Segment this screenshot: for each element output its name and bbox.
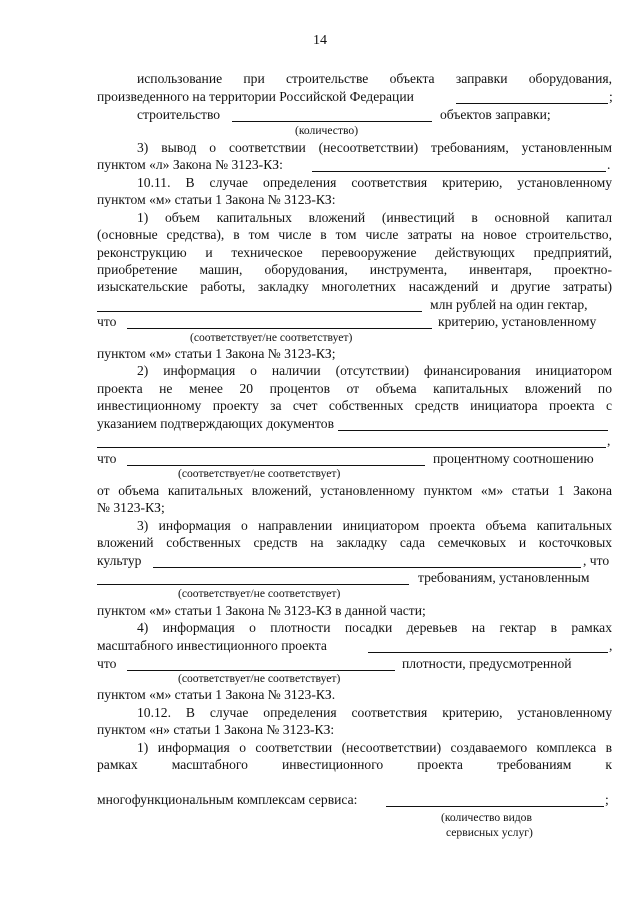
text-line: пунктом «м» статьи 1 Закона № 3123-КЗ в данной части; bbox=[97, 603, 426, 618]
page-number: 14 bbox=[313, 33, 327, 48]
text-line: проекта не менее 20 процентов от объема капитальных вложений по bbox=[97, 381, 612, 396]
text-line: 1) информация о соответствии (несоответствии) создаваемого комплекса в bbox=[137, 740, 612, 755]
text-line: критерию, установленному bbox=[438, 314, 597, 329]
blank-field bbox=[386, 806, 604, 807]
field-caption: (количество видов bbox=[441, 811, 532, 824]
blank-field bbox=[312, 171, 606, 172]
text-line: вложений собственных средств на закладку сада семечковых и косточковых bbox=[97, 535, 612, 550]
field-caption: (соответствует/не соответствует) bbox=[178, 467, 341, 480]
blank-field bbox=[456, 103, 608, 104]
blank-field bbox=[338, 430, 608, 431]
blank-field bbox=[127, 465, 425, 466]
text-line: , bbox=[607, 433, 611, 448]
text-line: 3) информация о направлении инициатором проекта объема капитальных bbox=[137, 518, 612, 533]
text-line: процентному соотношению bbox=[433, 451, 594, 466]
text-line: культур bbox=[97, 553, 142, 568]
text-line: инвестиционному проекту за счет собственных средств инициатора проекта с bbox=[97, 398, 612, 413]
text-line: № 3123-КЗ; bbox=[97, 500, 165, 515]
text-line: указанием подтверждающих документов bbox=[97, 416, 334, 431]
text-line: 10.12. В случае определения соответствия критерию, установленному bbox=[137, 705, 612, 720]
text-line: пунктом «н» статьи 1 Закона № 3123-КЗ: bbox=[97, 722, 335, 737]
text-line: пунктом «м» статьи 1 Закона № 3123-КЗ; bbox=[97, 346, 336, 361]
text-line: использование при строительстве объекта заправки оборудования, bbox=[137, 71, 612, 86]
text-line: приобретение машин, оборудования, инструмента, инвентаря, проектно- bbox=[97, 262, 612, 277]
blank-field bbox=[368, 652, 608, 653]
blank-field bbox=[127, 670, 395, 671]
blank-field bbox=[153, 567, 581, 568]
blank-field bbox=[97, 311, 422, 312]
field-caption: (соответствует/не соответствует) bbox=[178, 672, 341, 685]
text-line: от объема капитальных вложений, установленному пунктом «м» статьи 1 Закона bbox=[97, 483, 612, 498]
text-line: произведенного на территории Российской Федерации bbox=[97, 89, 414, 104]
text-line: , что bbox=[583, 553, 610, 568]
text-line: 3) вывод о соответствии (несоответствии) требованиям, установленным bbox=[137, 140, 612, 155]
text-line: , bbox=[609, 638, 613, 653]
text-line: ; bbox=[609, 89, 613, 104]
blank-field bbox=[97, 447, 606, 448]
text-line: пунктом «м» статьи 1 Закона № 3123-КЗ: bbox=[97, 192, 336, 207]
text-line: масштабного инвестиционного проекта bbox=[97, 638, 327, 653]
text-line: млн рублей на один гектар, bbox=[430, 297, 588, 312]
text-line: объектов заправки; bbox=[440, 107, 551, 122]
blank-field bbox=[97, 584, 409, 585]
blank-field bbox=[232, 121, 432, 122]
text-line: 4) информация о плотности посадки деревьев на гектар в рамках bbox=[137, 620, 612, 635]
text-line: пунктом «л» Закона № 3123-КЗ: bbox=[97, 157, 283, 172]
field-caption: сервисных услуг) bbox=[446, 826, 533, 839]
text-line: многофункциональным комплексам сервиса: bbox=[97, 792, 358, 807]
text-line: пунктом «м» статьи 1 Закона № 3123-КЗ. bbox=[97, 687, 336, 702]
text-line: плотности, предусмотренной bbox=[402, 656, 572, 671]
text-line: что bbox=[97, 656, 117, 671]
text-line: изыскательские работы, закладку многолетних насаждений и другие затраты) bbox=[97, 279, 612, 294]
text-line: рамках масштабного инвестиционного проекта требованиям к bbox=[97, 757, 612, 772]
text-line: строительство bbox=[137, 107, 221, 122]
text-line: 10.11. В случае определения соответствия критерию, установленному bbox=[137, 175, 612, 190]
field-caption: (количество) bbox=[295, 124, 359, 137]
blank-field bbox=[127, 328, 432, 329]
text-line: ; bbox=[605, 792, 609, 807]
field-caption: (соответствует/не соответствует) bbox=[178, 587, 341, 600]
text-line: что bbox=[97, 451, 117, 466]
text-line: (основные средства), в том числе в том числе затраты на новое строительство, bbox=[97, 227, 612, 242]
text-line: что bbox=[97, 314, 117, 329]
text-line: 1) объем капитальных вложений (инвестиций в основной капитал bbox=[137, 210, 612, 225]
text-line: требованиям, установленным bbox=[418, 570, 590, 585]
text-line: реконструкцию и техническое перевооружение действующих предприятий, bbox=[97, 245, 612, 260]
field-caption: (соответствует/не соответствует) bbox=[190, 331, 353, 344]
text-line: . bbox=[607, 157, 611, 172]
text-line: 2) информация о наличии (отсутствии) финансирования инициатором bbox=[137, 363, 612, 378]
